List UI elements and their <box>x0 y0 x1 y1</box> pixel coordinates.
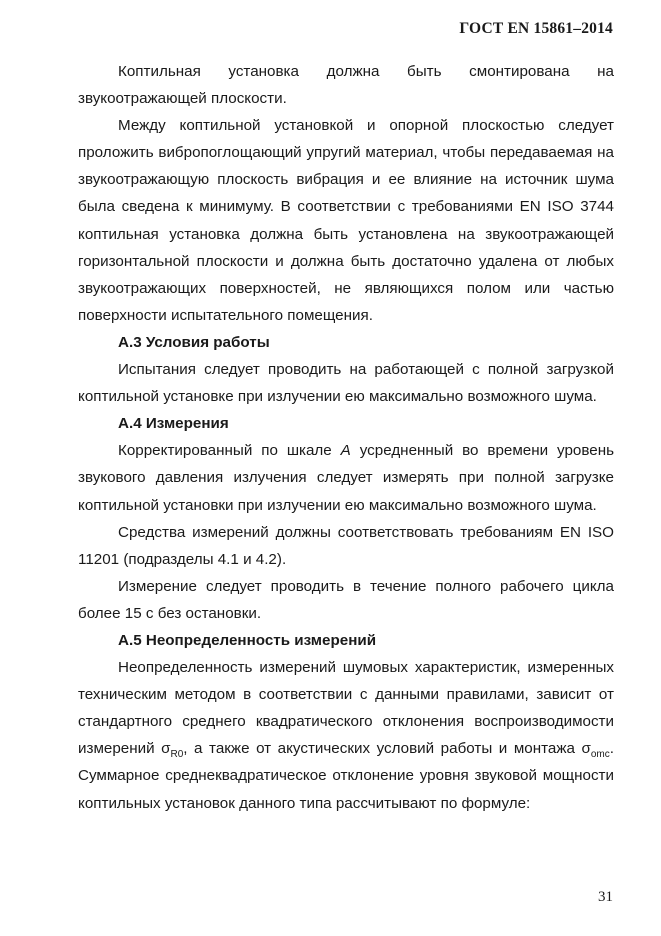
document-id-header: ГОСТ EN 15861–2014 <box>459 20 613 37</box>
page-number: 31 <box>598 889 613 905</box>
scale-letter: А <box>340 442 351 460</box>
uncertainty-text-b: , а также от акустических условий работы и монтажа σ <box>183 740 591 758</box>
uncertainty-text-c: . Суммарное среднеквадратическое отклонение уровня звуковой мощности коптильных установок данного типа рассчитывают по формуле: <box>78 740 614 812</box>
paragraph-uncertainty <box>78 654 614 817</box>
paragraph-vibration: Между коптильной установкой и опорной плоскостью следует проложить вибропоглощающий упругий материал, чтобы передаваемая на звукоотражающую плоскость вибрация и ее влияние на источник шума была сведена к минимуму. В соответствии с требованиями EN ISO 3744 коптильная установка должна быть установлена на звукоотражающей горизонтальной плоскости и должна быть достаточно удалена от любых звукоотражающих поверхностей, не являющихся полом или частью поверхности испытательного помещения. <box>78 117 614 324</box>
heading-a5: А.5 Неопределенность измерений <box>118 631 377 649</box>
paragraph-measurement <box>78 437 614 518</box>
paragraph-mounting: Коптильная установка должна быть смонтирована на звукоотражающей плоскости. <box>78 63 614 108</box>
paragraph-cycle: Измерение следует проводить в течение полного рабочего цикла более 15 с без остановки. <box>78 577 614 622</box>
measurement-text-pre: Корректированный по шкале <box>118 442 341 460</box>
paragraph-instruments: Средства измерений должны соответствовать требованиям EN ISO 11201 (подразделы 4.1 и 4.2). <box>78 523 614 568</box>
measurement-text-post: усредненный во времени уровень звукового давления излучения следует измерять при полной загрузке коптильной установки при излучении ею максимально возможного шума. <box>78 442 614 514</box>
sigma-subscript-omc: omc <box>590 749 610 761</box>
uncertainty-text-a: Неопределенность измерений шумовых характеристик, измеренных техническим методом в соответствии с данными правилами, зависит от стандартного среднего квадратического отклонения воспроизводимости измерений σ <box>78 659 614 758</box>
heading-a4: А.4 Измерения <box>118 415 229 433</box>
heading-a3: А.3 Условия работы <box>118 333 270 351</box>
page-content <box>78 58 614 817</box>
sigma-subscript-r0: R0 <box>170 749 184 761</box>
paragraph-conditions: Испытания следует проводить на работающей с полной загрузкой коптильной установке при излучении ею максимально возможного шума. <box>78 361 614 406</box>
